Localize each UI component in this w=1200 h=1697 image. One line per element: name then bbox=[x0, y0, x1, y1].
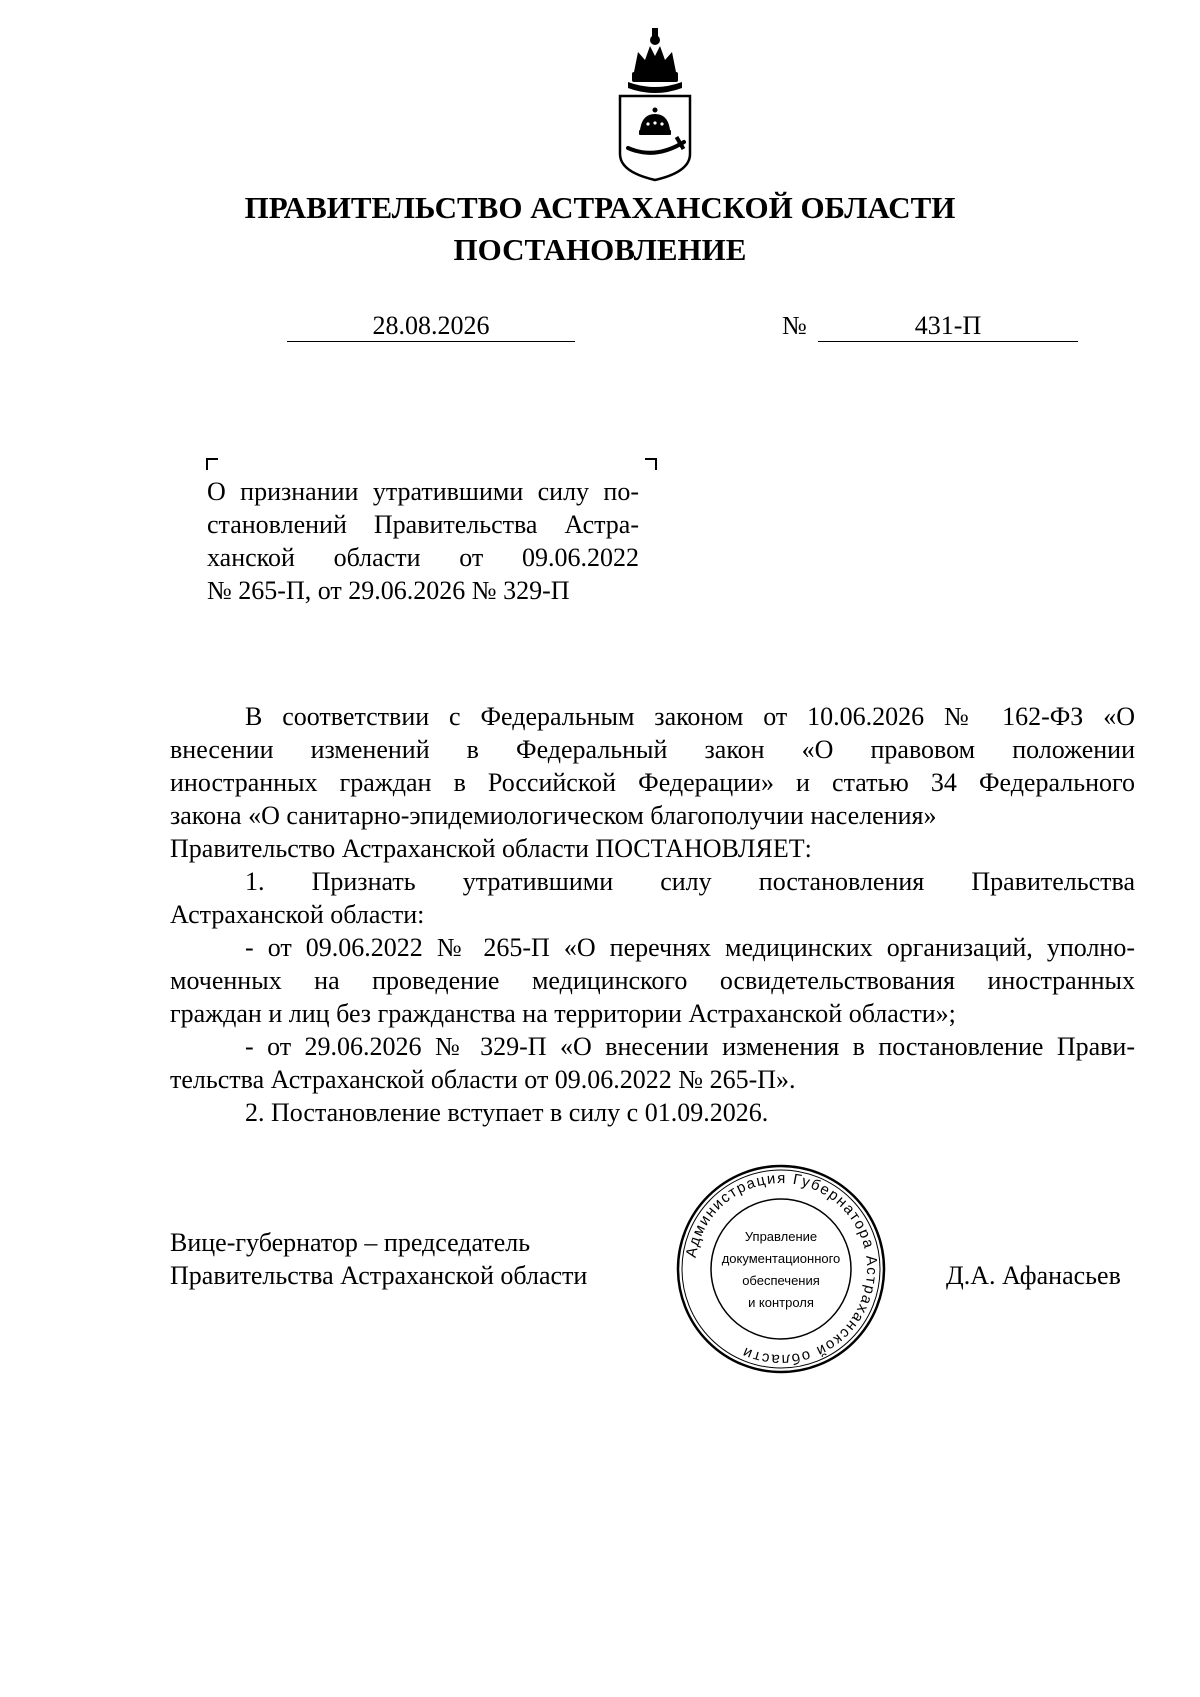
organization-title: ПРАВИТЕЛЬСТВО АСТРАХАНСКОЙ ОБЛАСТИ bbox=[244, 190, 956, 225]
body-line: иностранных граждан в Российской Федерации» и статью 34 Федерального bbox=[170, 768, 1135, 797]
subject-bracket-left bbox=[206, 458, 218, 470]
body-line: внесении изменений в Федеральный закон «О правовом положении bbox=[170, 735, 1135, 764]
subject-line: ханской области от 09.06.2022 bbox=[207, 543, 639, 572]
body-line: Правительство Астраханской области ПОСТАНОВЛЯЕТ: bbox=[170, 834, 812, 863]
body-line: закона «О санитарно-эпидемиологическом благополучии населения» bbox=[170, 801, 937, 830]
body-line: тельства Астраханской области от 09.06.2022 № 265-П». bbox=[170, 1065, 796, 1094]
body-line: В соответствии с Федеральным законом от 10.06.2026 № 162-ФЗ «О bbox=[245, 702, 1135, 731]
number-sign: № bbox=[782, 311, 807, 340]
document-type-title: ПОСТАНОВЛЕНИЕ bbox=[453, 232, 747, 267]
stamp-center-line: и контроля bbox=[748, 1295, 814, 1310]
body-line: 2. Постановление вступает в силу с 01.09.2026. bbox=[245, 1098, 769, 1127]
subject-bracket-right bbox=[645, 458, 657, 470]
stamp-center-line: Управление bbox=[744, 1229, 818, 1244]
subject-line: становлений Правительства Астра- bbox=[207, 510, 639, 539]
signer-position-line1: Вице-губернатор – председатель bbox=[170, 1228, 531, 1257]
body-line: моченных на проведение медицинского освидетельствования иностранных bbox=[170, 966, 1135, 995]
signer-position-line2: Правительства Астраханской области bbox=[170, 1261, 588, 1290]
stamp-ring-text: Администрация Губернатора Астраханской области bbox=[682, 1169, 881, 1369]
body-line: граждан и лиц без гражданства на территории Астраханской области»; bbox=[170, 999, 956, 1028]
body-line: - от 09.06.2022 № 265-П «О перечнях медицинских организаций, уполно- bbox=[245, 933, 1135, 962]
coat-of-arms-emblem bbox=[612, 26, 698, 182]
subject-line: О признании утратившими силу по- bbox=[207, 477, 639, 506]
document-subject bbox=[207, 475, 639, 607]
subject-line: № 265-П, от 29.06.2026 № 329-П bbox=[207, 576, 570, 605]
document-number: 431-П bbox=[818, 311, 1078, 342]
body-line: Астраханской области: bbox=[170, 900, 425, 929]
stamp-center-line: документационного bbox=[721, 1251, 841, 1266]
official-stamp bbox=[675, 1163, 887, 1375]
body-line: 1. Признать утратившими силу постановления Правительства bbox=[245, 867, 1135, 896]
body-line: - от 29.06.2026 № 329-П «О внесении изменения в постановление Прави- bbox=[245, 1032, 1135, 1061]
signer-name: Д.А. Афанасьев bbox=[946, 1261, 1121, 1290]
document-date: 28.08.2026 bbox=[287, 311, 575, 342]
document-body bbox=[170, 700, 1135, 1129]
stamp-center-line: обеспечения bbox=[742, 1273, 820, 1288]
